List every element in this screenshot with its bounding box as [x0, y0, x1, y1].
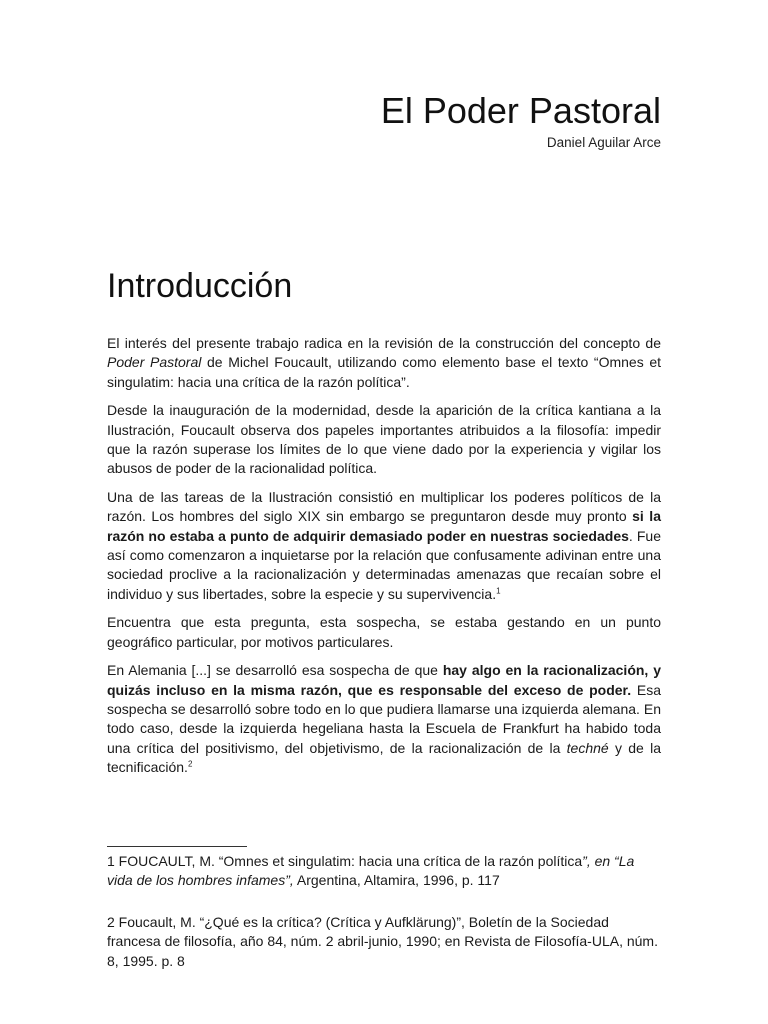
- paragraph-1-italic: Poder Pastoral: [107, 354, 202, 371]
- paragraph-5-bold: hay algo en la racionalización, y quizás incluso en la misma razón, que es responsable del exceso de poder.: [107, 662, 661, 698]
- paragraph-3-text-c: . Fue así como comenzaron a inquietarse por la relación que confusamente adivinan entre una sociedad proclive a la racionalización y determinadas amenazas que recaían sobre el individuo y sus libertades, sobre la especie y su supervivencia.: [107, 527, 661, 602]
- footnote-ref-2[interactable]: 2: [187, 759, 193, 769]
- paragraph-3-bold: si la razón no estaba a punto de adquirir demasiado poder en nuestras sociedades: [107, 508, 661, 544]
- paragraph-1-text-a: El interés del presente trabajo radica en la revisión de la construcción del concepto de: [107, 335, 661, 351]
- document-title: El Poder Pastoral: [380, 90, 661, 131]
- footnote-1-text-a: 1 FOUCAULT, M. “Omnes et singulatim: hacia una crítica de la razón política: [107, 853, 583, 869]
- paragraph-4: Encuentra que esta pregunta, esta sospecha, se estaba gestando en un punto geográfico particular, por motivos particulares.: [107, 614, 661, 650]
- footnote-separator: [107, 846, 247, 847]
- paragraph-1-text-c: de Michel Foucault, utilizando como elemento base el texto “Omnes et singulatim: hacia una crítica de la razón política”.: [107, 354, 661, 390]
- paragraph-3: [107, 488, 661, 604]
- footnote-1: [107, 852, 661, 891]
- footnote-1-italic: ”, en “La vida de los hombres infames”,: [107, 853, 635, 889]
- title-block: [381, 90, 661, 152]
- author-name: Daniel Aguilar Arce: [546, 135, 661, 150]
- paragraph-1: [107, 334, 661, 392]
- paragraph-5-text-a: En Alemania [...] se desarrolló esa sospecha de que: [107, 662, 443, 679]
- footnotes: [107, 852, 661, 993]
- footnote-ref-1[interactable]: 1: [496, 586, 501, 596]
- paragraph-2: Desde la inauguración de la modernidad, desde la aparición de la crítica kantiana a la Ilustración, Foucault observa dos papeles importantes atribuidos a la filosofía: impedir que la razón superase los límites de lo que viene dado por la experiencia y vigilar los abusos de poder de la racionalidad política.: [107, 402, 661, 477]
- paragraph-5-text-c: Esa sospecha se desarrolló sobre todo en lo que pudiera llamarse una izquierda alemana. En todo caso, desde la izquierda hegeliana hasta la Escuela de Frankfurt ha habido toda una crítica del positivismo, del objetivismo, de la racionalización de la: [107, 681, 661, 756]
- paragraph-5: [107, 661, 661, 777]
- footnote-2: 2 Foucault, M. “¿Qué es la crítica? (Crítica y Aufklärung)”, Boletín de la Sociedad francesa de filosofía, año 84, núm. 2 abril-junio, 1990; en Revista de Filosofía-ULA, núm. 8, 1995. p. 8: [107, 913, 658, 969]
- section-heading: Introducción: [107, 267, 293, 305]
- paragraph-5-text-e: y de la tecnificación.: [107, 739, 661, 776]
- paragraph-5-italic: techné: [566, 739, 609, 756]
- footnote-1-text-c: Argentina, Altamira, 1996, p. 117: [293, 872, 500, 889]
- paragraph-3-text-a: Una de las tareas de la Ilustración consistió en multiplicar los poderes políticos de la razón. Los hombres del siglo XIX sin embargo se preguntaron desde muy pronto: [107, 488, 661, 525]
- body-text: [107, 334, 661, 787]
